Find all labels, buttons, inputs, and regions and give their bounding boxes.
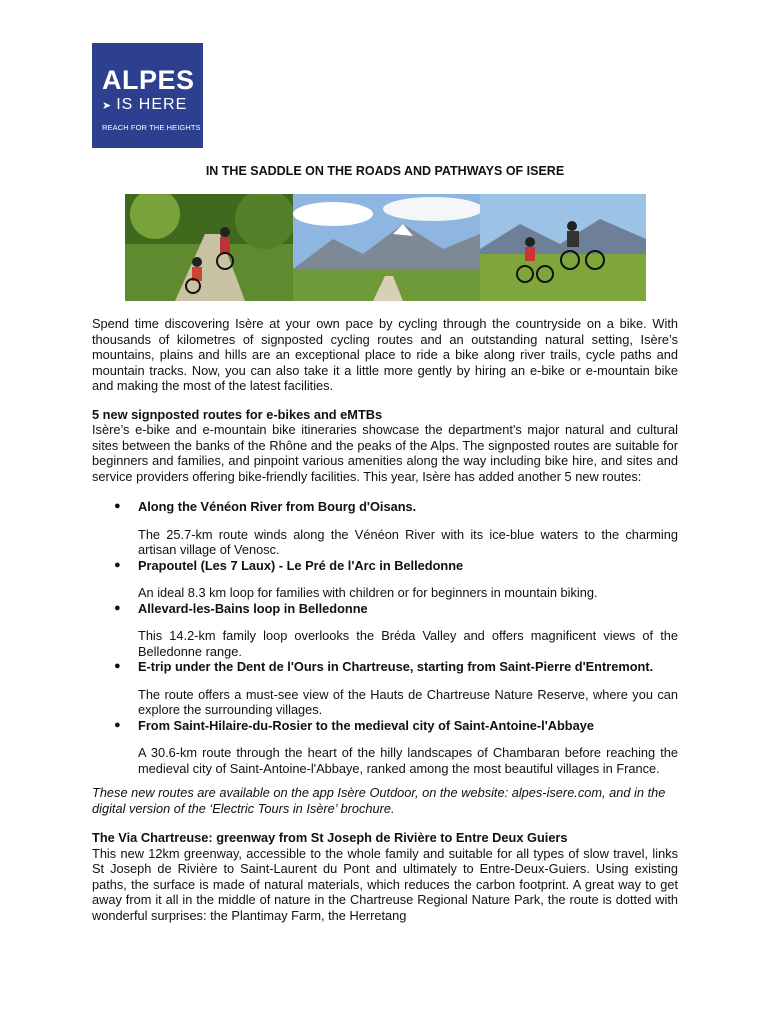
section1-body: Isère’s e-bike and e-mountain bike itineraries showcase the department's major natural and cultural sites between the banks of the Rhône and the peaks of the Alps. The signposted routes are suitable for beginners and families, and pinpoint various amenities along the way including bike hire, and sites and service providers offering bike-friendly facilities. This year, Isère has added another 5 new routes: (92, 422, 678, 484)
route-item (92, 659, 678, 718)
route-item (92, 601, 678, 660)
route-title: From Saint-Hilaire-du-Rosier to the medieval city of Saint-Antoine-l'Abbaye (138, 717, 594, 733)
logo-line1: ALPES (102, 65, 195, 95)
bullet-icon: ● (114, 660, 121, 672)
logo-line2-text: IS HERE (116, 96, 188, 113)
page-title: IN THE SADDLE ON THE ROADS AND PATHWAYS OF ISERE (205, 164, 565, 178)
route-desc: The route offers a must-see view of the Hauts de Chartreuse Nature Reserve, where you can explore the surrounding villages. (138, 686, 678, 717)
route-desc: The 25.7-km route winds along the Vénéon River with its ice-blue waters to the charming artisan village of Venosc. (138, 526, 678, 557)
route-title: E-trip under the Dent de l'Ours in Chartreuse, starting from Saint-Pierre d'Entremont. (138, 659, 654, 674)
bullet-icon: ● (114, 601, 121, 614)
availability-note: These new routes are available on the app Isère Outdoor, on the website: alpes-isere.com, and in the digital version of the ‘Electric Tours in Isère’ brochure. (92, 785, 666, 816)
route-title: Allevard-les-Bains loop in Belledonne (138, 600, 368, 616)
section1-heading: 5 new signposted routes for e-bikes and eMTBs (92, 406, 383, 422)
routes-list (92, 499, 678, 776)
route-title: Prapoutel (Les 7 Laux) - Le Pré de l'Arc in Belledonne (138, 557, 464, 573)
article-body (92, 316, 678, 923)
route-desc: A 30.6-km route through the heart of the hilly landscapes of Chambaran before reaching the medieval city of Saint-Antoine-l'Abbaye, ranked among the most beautiful villages in France. (138, 745, 678, 776)
photo-mountain-valley (293, 194, 480, 301)
photo-cyclists-meadow (480, 194, 646, 301)
route-desc: An ideal 8.3 km loop for families with children or for beginners in mountain biking. (138, 585, 598, 600)
route-item (92, 718, 678, 777)
logo-line2 (102, 96, 187, 114)
route-item (92, 558, 678, 601)
intro-paragraph: Spend time discovering Isère at your own pace by cycling through the countryside on a bike. With thousands of kilometres of signposted cycling routes and an outstanding natural setting, Isère’s mountains, plains and hills are an exceptional place to ride a bike along river trails, cycle paths and mountain tracks. Now, you can also take it a little more gently by hiring an e-bike or e-mountain bike and making the most of the latest facilities. (92, 316, 678, 393)
bullet-icon: ● (114, 558, 121, 571)
photo-cyclists-forest-path (125, 194, 293, 301)
bullet-icon: ● (114, 500, 121, 512)
alpes-isere-logo (92, 43, 203, 148)
bullet-icon: ● (114, 718, 121, 731)
logo-wing-icon: ➤ (102, 99, 113, 112)
logo-tagline: REACH FOR THE HEIGHTS (102, 123, 201, 132)
route-desc: This 14.2-km family loop overlooks the Bréda Valley and offers magnificent views of the Belledonne range. (138, 628, 678, 659)
section2-heading: The Via Chartreuse: greenway from St Joseph de Rivière to Entre Deux Guiers (92, 830, 568, 845)
section2-body: This new 12km greenway, accessible to the whole family and suitable for all types of slow travel, links St Joseph de Rivière to Saint-Laurent du Pont and ultimately to Entre-Deux-Guiers. Using existing paths, the surface is made of natural materials, which reduces the carbon footprint. A great way to get away from it all in the middle of nature in the Chartreuse Regional Nature Park, the route is dotted with wonderful surprises: the Plantimay Farm, the Herretang (92, 845, 678, 923)
route-item (92, 499, 678, 558)
route-title: Along the Vénéon River from Bourg d'Oisans. (138, 499, 417, 514)
